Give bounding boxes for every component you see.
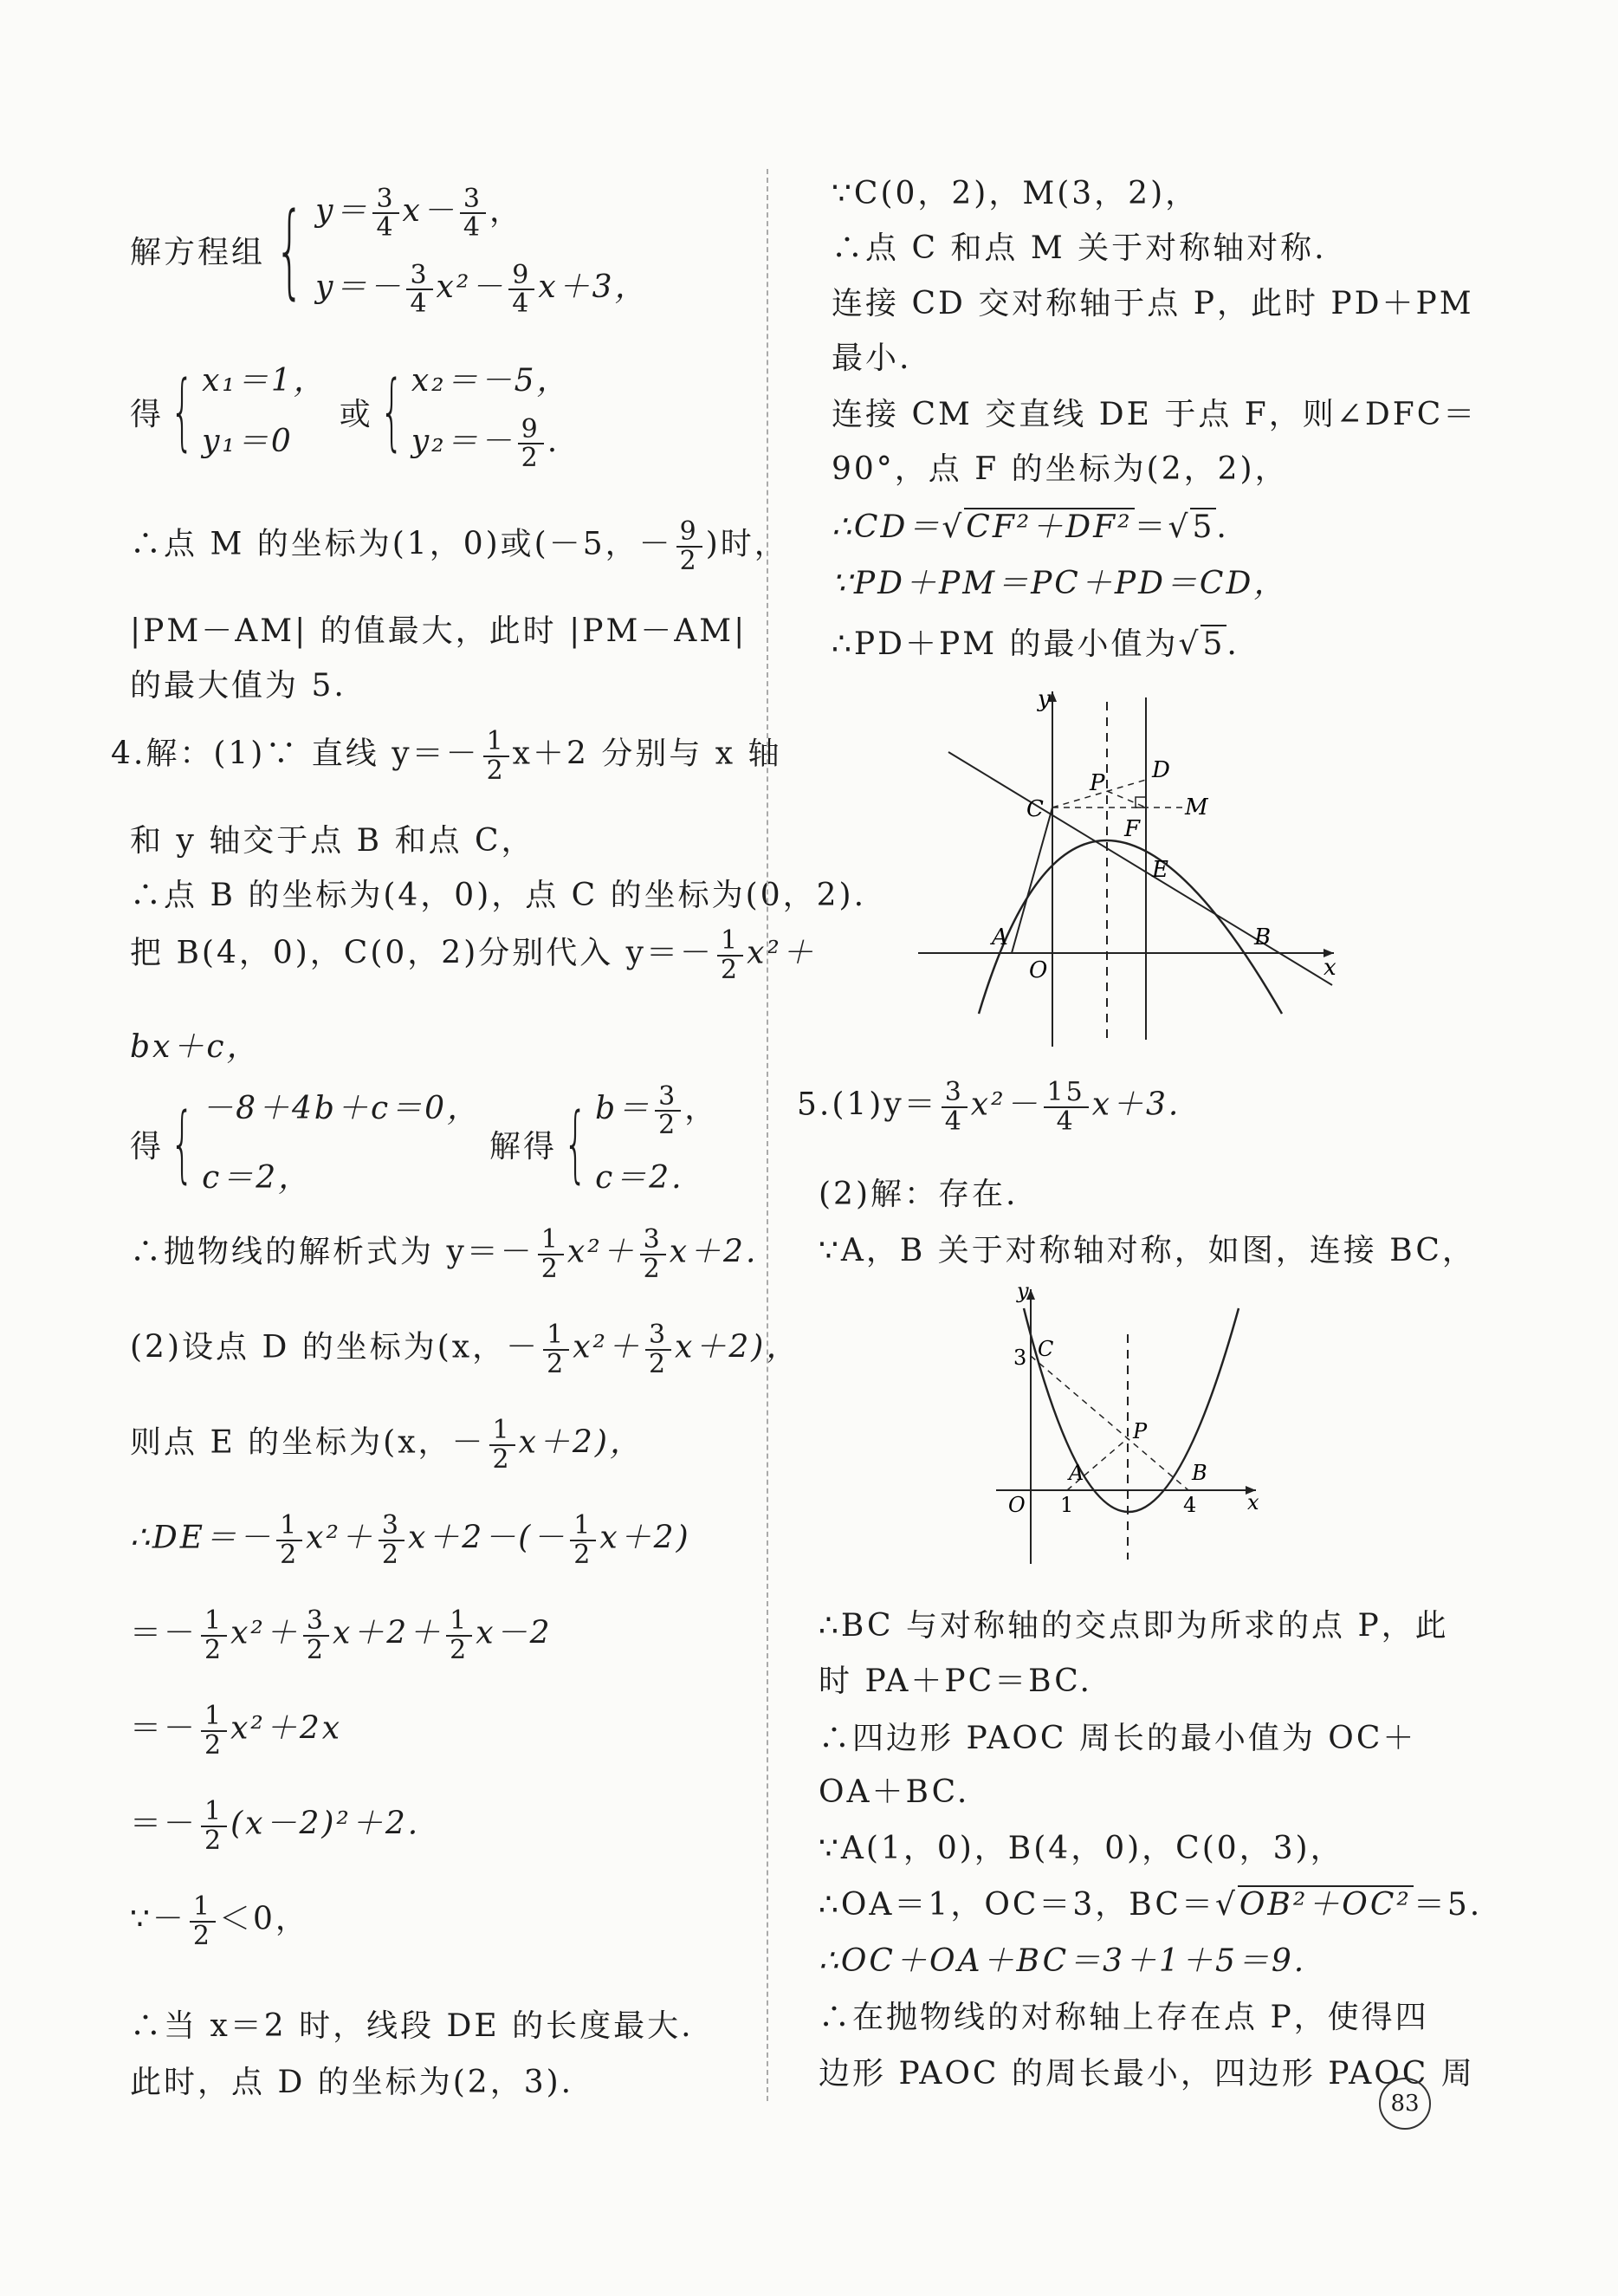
q5-line-3: ∵A，B 关于对称轴对称，如图，连接 BC， <box>819 1233 1476 1268</box>
label-a: A <box>992 924 1008 950</box>
pm-max-line-2: 的最大值为 5. <box>130 668 346 704</box>
max-length-line: ∴当 x＝2 时，线段 DE 的长度最大. <box>130 2008 694 2044</box>
figure-1-parabola <box>909 684 1343 1048</box>
q4-line-4: 把 B(4，0)，C(0，2)分别代入 y＝－ $\frac{1}{2}$ x²＋ <box>130 925 816 985</box>
label-p-2: P <box>1133 1419 1148 1443</box>
label-d: D <box>1152 757 1170 783</box>
q4-line-3: ∴点 B 的坐标为(4，0)，点 C 的坐标为(0，2). <box>130 878 867 913</box>
label-y: y <box>1038 686 1051 712</box>
right-line-2: ∴点 C 和点 M 关于对称轴对称. <box>832 230 1327 266</box>
q5-line-2: (2)解：存在. <box>819 1177 1019 1212</box>
line-ac <box>1012 807 1052 953</box>
solve-label: 解方程组 <box>130 234 266 270</box>
q5-line-9: ∴OA＝1，OC＝3，BC＝√OB²＋OC²＝5. <box>819 1887 1483 1923</box>
right-line-5: 连接 CM 交直线 DE 于点 F，则∠DFC＝ <box>832 397 1478 432</box>
negative-coefficient-line: ∵－ $\frac{1}{2}$ ＜0， <box>130 1891 309 1951</box>
q5-line-12: 边形 PAOC 的周长最小，四边形 PAOC 周 <box>819 2056 1475 2092</box>
q5-line-5: 时 PA＋PC＝BC. <box>819 1664 1092 1699</box>
label-b: B <box>1254 924 1272 950</box>
q4-line-2: 和 y 轴交于点 B 和点 C， <box>130 823 535 859</box>
page-number: 83 <box>1379 2078 1431 2130</box>
label-b-2: B <box>1192 1461 1207 1485</box>
q5-line-1: 5.(1)y＝ $\frac{3}{4}$ x²－ $\frac{15}{4}$ x＋3. <box>797 1077 1181 1137</box>
pm-max-line-1: |PM－AM| 的值最大，此时 |PM－AM| <box>130 613 748 649</box>
equation-system-2: 得{ －8＋4b＋c＝0， c＝2， 解得{ b＝ $\frac{3}{2}$ ， c＝2. <box>130 1080 719 1196</box>
label-y-2: y <box>1017 1282 1029 1303</box>
q4-line-1: 4.解：(1)∵ 直线 y＝－ $\frac{1}{2}$ x＋2 分别与 x 轴 <box>111 726 782 786</box>
parabola-line: ∴抛物线的解析式为 y＝－ $\frac{1}{2}$ x²＋ $\frac{3}{2}$ x＋2. <box>130 1224 759 1284</box>
label-o: O <box>1029 957 1048 983</box>
q5-line-8: ∵A(1，0)，B(4，0)，C(0，3)， <box>819 1831 1344 1866</box>
label-x: x <box>1324 955 1336 981</box>
solution-sets: 得{ x₁＝1， y₁＝0 或{ x₂＝－5， y₂＝－ $\frac{9}{2}$ . <box>130 363 571 473</box>
q5-line-11: ∴在抛物线的对称轴上存在点 P，使得四 <box>819 2000 1429 2035</box>
q5-line-10: ∴OC＋OA＋BC＝3＋1＋5＝9. <box>819 1943 1307 1979</box>
label-e: E <box>1152 857 1168 883</box>
tick-3: 3 <box>1013 1346 1027 1370</box>
label-x-2: x <box>1247 1490 1259 1514</box>
column-divider <box>767 169 768 2101</box>
q4-line-5: bx＋c， <box>130 1029 261 1065</box>
point-e-line: 则点 E 的坐标为(x，－ $\frac{1}{2}$ x＋2)， <box>130 1415 644 1475</box>
d-final-line: 此时，点 D 的坐标为(2，3). <box>130 2065 574 2100</box>
right-line-9: ∴PD＋PM 的最小值为√5. <box>832 626 1239 662</box>
point-d-line: (2)设点 D 的坐标为(x，－ $\frac{1}{2}$ x²＋ $\frac{3}{2}$ x＋2)， <box>130 1320 800 1379</box>
line-pm <box>1107 791 1146 807</box>
q5-line-4: ∴BC 与对称轴的交点即为所求的点 P，此 <box>819 1608 1449 1644</box>
line-bc-2 <box>1031 1356 1188 1490</box>
label-f: F <box>1124 816 1141 842</box>
q5-line-6: ∴四边形 PAOC 周长的最小值为 OC＋ <box>819 1721 1417 1756</box>
figure-2-parabola <box>987 1282 1265 1568</box>
tick-1: 1 <box>1060 1493 1074 1517</box>
label-c-2: C <box>1038 1337 1054 1361</box>
right-line-1: ∵C(0，2)，M(3，2)， <box>832 176 1200 211</box>
de-step-2: ＝－ $\frac{1}{2}$ x²＋ $\frac{3}{2}$ x＋2＋ $\frac{1}{2}$ x－2 <box>130 1605 553 1665</box>
m-coordinate-line: ∴点 M 的坐标为(1，0)或(－5，－ $\frac{9}{2}$ )时， <box>130 516 788 576</box>
de-step-1: ∴DE＝－ $\frac{1}{2}$ x²＋ $\frac{3}{2}$ x＋2－(－ $\frac{1}{2}$ x＋2) <box>130 1510 691 1570</box>
right-line-8: ∵PD＋PM＝PC＋PD＝CD， <box>832 566 1288 601</box>
brace: { <box>275 190 306 309</box>
right-line-4: 最小. <box>832 341 912 376</box>
label-o-2: O <box>1008 1493 1026 1517</box>
right-line-7: ∴CD＝√CF²＋DF²＝√5. <box>832 509 1229 545</box>
label-p: P <box>1090 770 1105 796</box>
right-line-3: 连接 CD 交对称轴于点 P，此时 PD＋PM <box>832 286 1474 321</box>
q5-line-7: OA＋BC. <box>819 1774 970 1810</box>
equation-system-1: 解方程组{ y＝ $\frac{3}{4}$ x－ $\frac{3}{4}$ ， y＝－ $\frac{3}{4}$ x²－ $\frac{9}{4}$ x＋3， <box>130 183 649 319</box>
de-step-4: ＝－ $\frac{1}{2}$ (x－2)²＋2. <box>130 1796 421 1856</box>
de-step-3: ＝－ $\frac{1}{2}$ x²＋2x <box>130 1701 343 1761</box>
tick-4: 4 <box>1183 1493 1197 1517</box>
label-a-2: A <box>1069 1461 1084 1485</box>
label-c: C <box>1026 796 1044 822</box>
label-m: M <box>1185 795 1208 820</box>
right-line-6: 90°，点 F 的坐标为(2，2)， <box>832 451 1289 487</box>
